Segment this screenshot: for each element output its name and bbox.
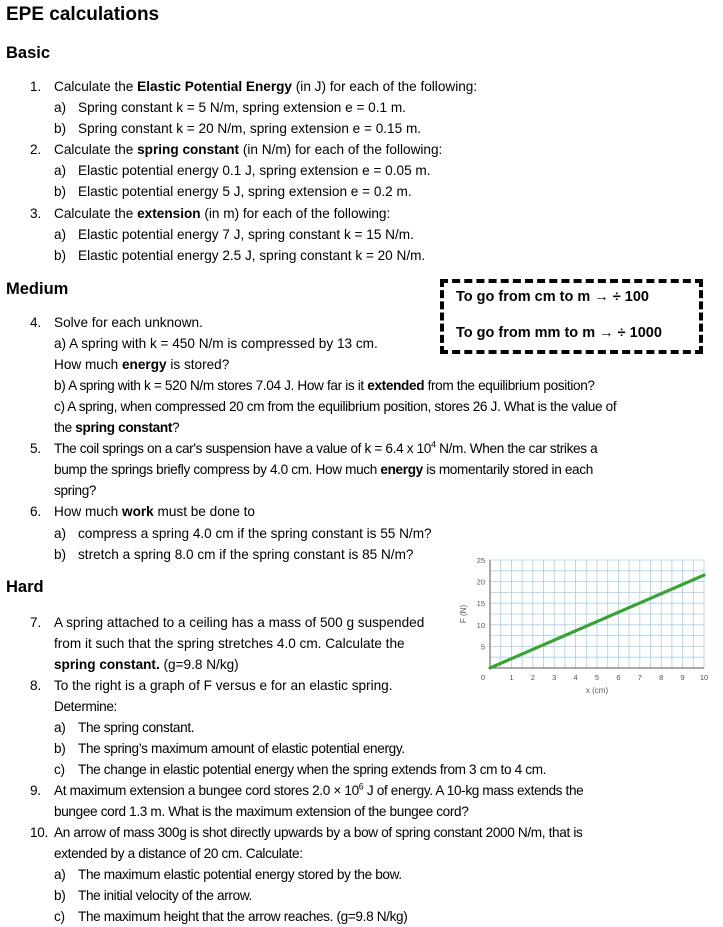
svg-text:5: 5	[594, 673, 600, 682]
svg-text:2: 2	[530, 673, 535, 682]
svg-text:8: 8	[659, 673, 664, 682]
x-tick-labels	[481, 673, 708, 682]
svg-text:4: 4	[573, 673, 578, 682]
unit-conversion-note-box	[440, 279, 703, 354]
note-cm-to-m: To go from cm to m → ÷ 100	[456, 289, 649, 305]
svg-text:6: 6	[616, 673, 621, 682]
y-tick-labels	[477, 556, 485, 651]
svg-text:1: 1	[509, 673, 514, 682]
svg-text:15: 15	[476, 599, 485, 609]
section-heading-medium: Medium	[6, 280, 69, 298]
question-number: 1.	[30, 79, 42, 94]
svg-text:3: 3	[552, 673, 557, 682]
graph-grid	[490, 560, 704, 668]
page-title: EPE calculations	[6, 4, 160, 25]
svg-text:5: 5	[480, 642, 485, 652]
note-mm-to-m: To go from mm to m → ÷ 1000	[456, 325, 662, 341]
svg-text:10: 10	[476, 620, 485, 630]
force-extension-graph	[458, 550, 723, 700]
svg-text:20: 20	[476, 577, 485, 587]
section-heading-basic: Basic	[6, 44, 51, 62]
x-axis-label: x (cm)	[585, 686, 609, 695]
svg-text:10: 10	[699, 673, 709, 682]
section-heading-hard: Hard	[6, 578, 44, 596]
svg-text:9: 9	[680, 673, 685, 682]
svg-text:0: 0	[480, 673, 486, 682]
svg-text:25: 25	[476, 556, 485, 565]
svg-text:7: 7	[637, 673, 642, 682]
y-axis-label: F (N)	[459, 604, 468, 624]
